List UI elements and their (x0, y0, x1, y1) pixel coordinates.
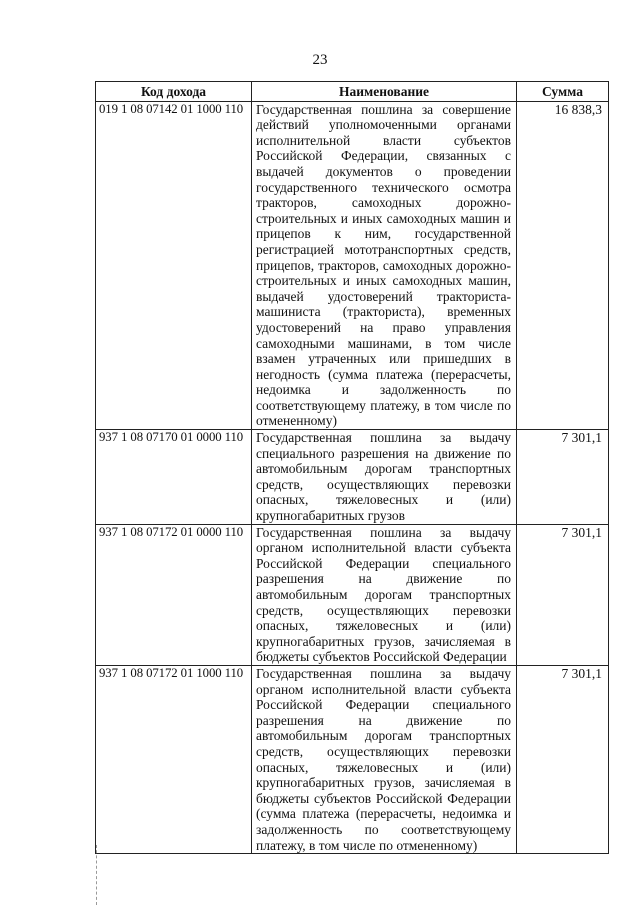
table-row (96, 665, 609, 853)
table-row (96, 524, 609, 665)
row-sum: 7 301,1 (517, 430, 609, 525)
table-row (96, 101, 609, 429)
row-code: 937 1 08 07172 01 0000 110 (96, 524, 252, 665)
page-number: 23 (312, 52, 328, 68)
row-sum: 16 838,3 (517, 101, 609, 429)
row-name: Государственная пошлина за выдачу органом исполнительной власти субъекта Российской Федерации специального разрешения на движение по автомобильным дорогам транспортных средств, осуществляющих перевозки опасных, тяжеловесных и (или) крупногабаритных грузов, зачисляемая в бюджеты субъектов Российской Федерации (252, 524, 517, 665)
row-code: 937 1 08 07172 01 1000 110 (96, 665, 252, 853)
header-sum: Сумма (517, 82, 609, 102)
table-row (96, 430, 609, 525)
row-name: Государственная пошлина за выдачу органом исполнительной власти субъекта Российской Федерации специального разрешения на движение по автомобильным дорогам транспортных средств, осуществляющих перевозки опасных, тяжеловесных и (или) крупногабаритных грузов, зачисляемая в бюджеты субъектов Российской Федерации (сумма платежа (перерасчеты, недоимка и задолженность по соответствующему платежу, в том числе по отмененному) (252, 665, 517, 853)
table-header-row (96, 82, 609, 102)
row-code: 019 1 08 07142 01 1000 110 (96, 101, 252, 429)
row-sum: 7 301,1 (517, 665, 609, 853)
row-name: Государственная пошлина за выдачу специального разрешения на движение по автомобильным дорогам транспортных средств, осуществляющих перевозки опасных, тяжеловесных и (или) крупногабаритных грузов (252, 430, 517, 525)
header-name: Наименование (252, 82, 517, 102)
row-name: Государственная пошлина за совершение действий уполномоченными органами исполнительной власти субъектов Российской Федерации, связанных с выдачей документов о проведении государственного технического осмотра тракторов, самоходных дорожно-строительных и иных самоходных машин и прицепов к ним, государственной регистрацией мототранспортных средств, прицепов, тракторов, самоходных дорожно-строительных и иных самоходных машин, выдачей удостоверений тракториста-машиниста (тракториста), временных удостоверений на право управления самоходными машинами, в том числе взамен утраченных или пришедших в негодность (сумма платежа (перерасчеты, недоимка и задолженность по соответствующему платежу, в том числе по отмененному) (252, 101, 517, 429)
scan-margin-line (96, 845, 98, 905)
revenue-table (95, 81, 609, 854)
row-sum: 7 301,1 (517, 524, 609, 665)
row-code: 937 1 08 07170 01 0000 110 (96, 430, 252, 525)
header-code: Код дохода (96, 82, 252, 102)
